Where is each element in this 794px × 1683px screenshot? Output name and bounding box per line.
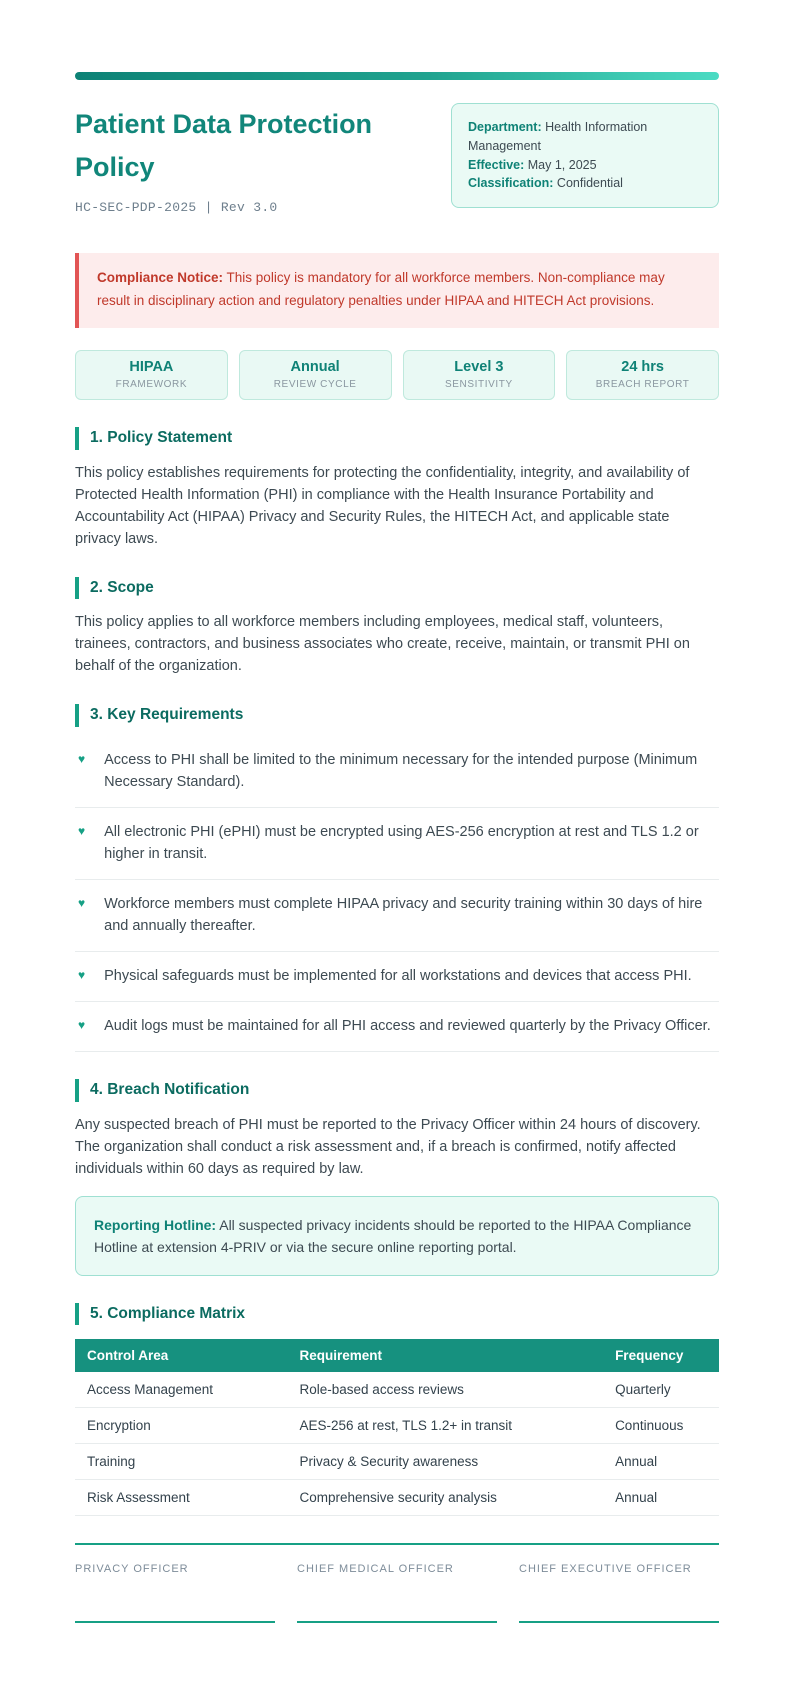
badge-breach-report-label: BREACH REPORT xyxy=(595,379,690,391)
meta-effective-value: May 1, 2025 xyxy=(527,157,597,172)
cell-requirement: Privacy & Security awareness xyxy=(288,1444,604,1480)
signature-line xyxy=(297,1621,497,1623)
signature-label: CHIEF MEDICAL OFFICER xyxy=(297,1563,454,1576)
section-heading-scope: 2. Scope xyxy=(75,577,719,599)
compliance-notice-text: This policy is mandatory for all workforce members. Non-compliance may result in disciplinary action and regulatory penalties under HIPAA and HITECH Act provisions. xyxy=(97,270,665,309)
list-item xyxy=(75,880,719,952)
badge-breach-report xyxy=(566,350,719,400)
reporting-hotline-text: All suspected privacy incidents should be reported to the HIPAA Compliance Hotline at extension 4-PRIV or via the secure online reporting portal. xyxy=(94,1216,692,1255)
table-row xyxy=(75,1480,719,1516)
compliance-notice-banner xyxy=(75,253,719,328)
list-item xyxy=(75,736,719,808)
table-row xyxy=(75,1444,719,1480)
column-header-requirement: Requirement xyxy=(288,1339,604,1372)
document-code: HC-SEC-PDP-2025 | Rev 3.0 xyxy=(75,200,278,216)
cell-requirement: Comprehensive security analysis xyxy=(288,1480,604,1516)
badge-breach-report-value: 24 hrs xyxy=(621,359,664,376)
compliance-matrix-table xyxy=(75,1339,719,1516)
cell-frequency: Annual xyxy=(603,1480,719,1516)
heart-bullet-icon: ♥ xyxy=(78,968,86,982)
stat-badge-row xyxy=(75,350,719,400)
badge-sensitivity-value: Level 3 xyxy=(454,359,504,376)
cell-requirement: AES-256 at rest, TLS 1.2+ in transit xyxy=(288,1408,604,1444)
cell-control-area: Risk Assessment xyxy=(75,1480,288,1516)
signature-label: PRIVACY OFFICER xyxy=(75,1563,189,1576)
signature-block-privacy-officer xyxy=(75,1563,275,1623)
list-item xyxy=(75,1002,719,1052)
requirements-list xyxy=(75,736,719,1052)
badge-review-cycle xyxy=(239,350,392,400)
meta-classification-label: Classification: xyxy=(468,176,554,191)
requirement-text: Physical safeguards must be implemented for all workstations and devices that access PHI. xyxy=(104,968,692,984)
meta-department xyxy=(468,118,702,156)
cell-frequency: Continuous xyxy=(603,1408,719,1444)
document-meta-box xyxy=(451,103,719,208)
requirement-text: All electronic PHI (ePHI) must be encrypted using AES-256 encryption at rest and TLS 1.2 or higher in transit. xyxy=(104,823,699,862)
reporting-hotline-label: Reporting Hotline: xyxy=(94,1216,217,1233)
meta-classification-value: Confidential xyxy=(556,176,623,191)
heart-bullet-icon: ♥ xyxy=(78,751,86,766)
requirement-text: Access to PHI shall be limited to the minimum necessary for the intended purpose (Minimum Necessary Standard). xyxy=(104,751,698,790)
document-header xyxy=(75,103,719,215)
section-heading-key-requirements: 3. Key Requirements xyxy=(75,704,719,726)
requirement-text: Workforce members must complete HIPAA privacy and security training within 30 days of hire and annually thereafter. xyxy=(104,895,703,934)
scope-paragraph: This policy applies to all workforce members including employees, medical staff, volunteers, trainees, contractors, and business associates who create, receive, maintain, or transmit PHI on behalf of the organization. xyxy=(75,614,690,675)
meta-effective-label: Effective: xyxy=(468,157,525,172)
section-heading-compliance-matrix: 5. Compliance Matrix xyxy=(75,1303,719,1325)
badge-sensitivity xyxy=(403,350,556,400)
signature-block-chief-executive-officer xyxy=(519,1563,719,1623)
cell-frequency: Annual xyxy=(603,1444,719,1480)
signature-line xyxy=(75,1621,275,1623)
header-title-block xyxy=(75,103,435,215)
policy-statement-paragraph: This policy establishes requirements for protecting the confidentiality, integrity, and availability of Protected Health Information (PHI) in compliance with the Health Insurance Portability and Accountability Act (HIPAA) Privacy and Security Rules, the HITECH Act, and applicable state privacy laws. xyxy=(75,464,690,547)
signature-label: CHIEF EXECUTIVE OFFICER xyxy=(519,1563,692,1576)
heart-bullet-icon: ♥ xyxy=(78,1018,86,1033)
signature-section xyxy=(75,1563,719,1623)
table-row xyxy=(75,1372,719,1408)
page-title: Patient Data Protection Policy xyxy=(75,109,373,182)
section-heading-policy-statement: 1. Policy Statement xyxy=(75,427,719,449)
section-heading-breach-notification: 4. Breach Notification xyxy=(75,1079,719,1101)
cell-requirement: Role-based access reviews xyxy=(288,1372,604,1408)
table-header-row xyxy=(75,1339,719,1372)
brand-accent-bar xyxy=(75,72,719,80)
list-item xyxy=(75,808,719,880)
breach-notification-paragraph: Any suspected breach of PHI must be reported to the Privacy Officer within 24 hours of discovery. The organization shall conduct a risk assessment and, if a breach is confirmed, notify affected individuals within 60 days as required by law. xyxy=(75,1116,701,1177)
meta-department-label: Department: xyxy=(468,120,542,134)
badge-review-cycle-value: Annual xyxy=(290,359,340,376)
signature-block-chief-medical-officer xyxy=(297,1563,497,1623)
badge-framework xyxy=(75,350,228,400)
meta-department-value: Health Information Management xyxy=(468,120,648,153)
signature-line xyxy=(519,1621,719,1623)
cell-control-area: Training xyxy=(75,1444,288,1480)
cell-control-area: Access Management xyxy=(75,1372,288,1408)
meta-effective xyxy=(468,156,702,175)
column-header-control-area: Control Area xyxy=(75,1339,288,1372)
column-header-frequency: Frequency xyxy=(603,1339,719,1372)
table-row xyxy=(75,1408,719,1444)
heart-bullet-icon: ♥ xyxy=(78,895,86,910)
badge-framework-label: FRAMEWORK xyxy=(115,379,188,391)
cell-frequency: Quarterly xyxy=(603,1372,719,1408)
reporting-hotline-callout xyxy=(75,1196,719,1276)
footer-divider xyxy=(75,1543,719,1545)
compliance-notice-label: Compliance Notice: xyxy=(97,270,224,286)
heart-bullet-icon: ♥ xyxy=(78,823,86,838)
badge-framework-value: HIPAA xyxy=(129,359,174,376)
requirement-text: Audit logs must be maintained for all PHI access and reviewed quarterly by the Privacy Officer. xyxy=(104,1018,711,1035)
badge-review-cycle-label: REVIEW CYCLE xyxy=(273,379,357,391)
list-item xyxy=(75,952,719,1002)
cell-control-area: Encryption xyxy=(75,1408,288,1444)
meta-classification xyxy=(468,174,702,193)
badge-sensitivity-label: SENSITIVITY xyxy=(445,379,513,391)
